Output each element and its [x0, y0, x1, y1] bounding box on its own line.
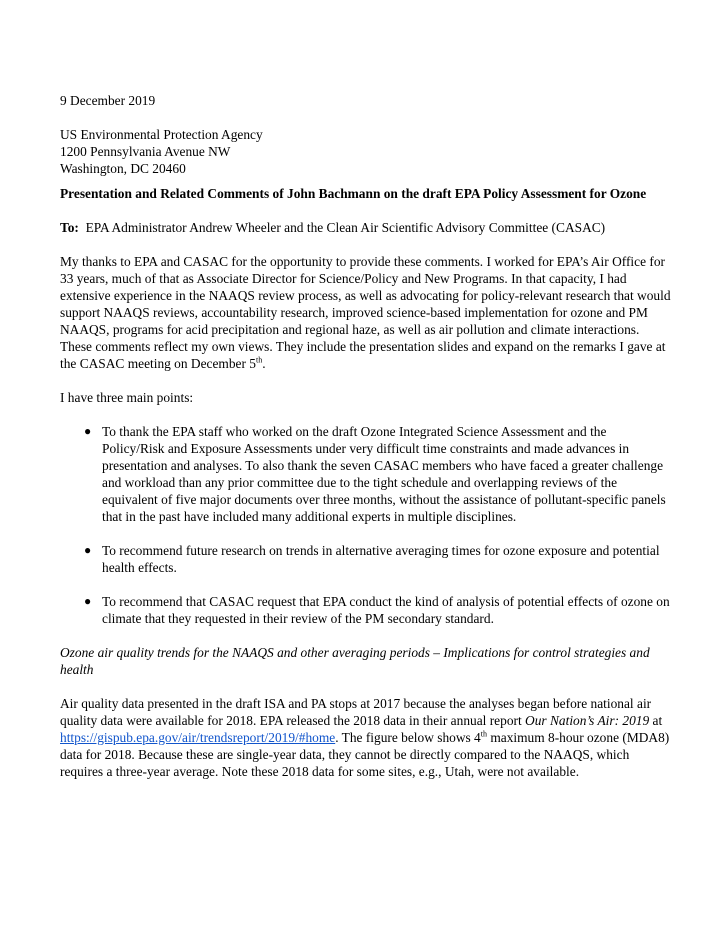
- to-recipients: EPA Administrator Andrew Wheeler and the Clean Air Scientific Advisory Committee (CASAC): [85, 220, 606, 235]
- section-heading: Ozone air quality trends for the NAAQS and other averaging periods – Implications for control strategies and health: [60, 645, 650, 677]
- letter-date: 9 December 2019: [60, 93, 156, 108]
- intro-end: .: [262, 356, 266, 371]
- address-line: 1200 Pennsylvania Avenue NW: [60, 144, 231, 159]
- trends-paragraph: [60, 695, 672, 780]
- to-label: To:: [60, 220, 79, 235]
- address-line: US Environmental Protection Agency: [60, 127, 263, 142]
- intro-text: My thanks to EPA and CASAC for the opportunity to provide these comments. I worked for EPA’s Air Office for 33 years, much of that as Associate Director for Science/Policy and New Programs. In that capacity, I had extensive experience in the NAAQS review process, as well as advocating for policy-relevant research that would support NAAQS reviews, accountability research, improved science-based implementation for ozone and PM NAAQS, programs for acid precipitation and regional haze, as well as air pollution and climate interactions. These comments reflect my own views. They include the presentation slides and expand on the remarks I gave at the CASAC meeting on December 5: [60, 254, 671, 371]
- bullet-icon: ●: [84, 543, 92, 557]
- trends-text: maximum 8-hour ozone (MDA8) data for 2018. Because these are single-year data, they cannot be directly compared to the NAAQS, which requires a three-year average. Note these 2018 data for some sites, e.g., Utah, were not available.: [60, 730, 670, 779]
- intro-superscript: th: [255, 355, 263, 365]
- recipient-address: [60, 126, 672, 177]
- to-line: [60, 219, 672, 236]
- bullet-text: To thank the EPA staff who worked on the draft Ozone Integrated Science Assessment and the Policy/Risk and Exposure Assessments under very difficult time constraints and made advances in presentation and analyses. To also thank the seven CASAC members who have faced a greater challenge and workload than any prior committee due to the tight schedule and overlapping reviews of the equivalent of five major documents over three months, without the assistance of pollutant-specific panels that in the past have included many additional experts in multiple disciplines.: [102, 424, 666, 524]
- trends-text: . The figure below shows 4: [335, 730, 481, 745]
- intro-paragraph: [60, 253, 672, 372]
- list-item: [60, 542, 672, 576]
- trends-superscript: th: [480, 729, 487, 739]
- trends-text: at: [649, 713, 663, 728]
- bullet-text: To recommend that CASAC request that EPA conduct the kind of analysis of potential effects of ozone on climate that they requested in their review of the PM secondary standard.: [102, 594, 670, 626]
- list-item: [60, 423, 672, 525]
- trends-text: Air quality data presented in the draft ISA and PA stops at 2017 because the analyses began before national air quality data were available for 2018. EPA released the 2018 data in their annual report: [60, 696, 652, 728]
- address-line: Washington, DC 20460: [60, 161, 186, 176]
- document-title: Presentation and Related Comments of John Bachmann on the draft EPA Policy Assessment for Ozone: [60, 186, 647, 201]
- report-title: Our Nation’s Air: 2019: [525, 713, 650, 728]
- bullet-icon: ●: [84, 424, 92, 438]
- bullet-text: To recommend future research on trends in alternative averaging times for ozone exposure and potential health effects.: [102, 543, 660, 575]
- points-lead: I have three main points:: [60, 390, 194, 405]
- bullet-icon: ●: [84, 594, 92, 608]
- main-points-list: [60, 423, 672, 627]
- letter-body: [60, 92, 672, 780]
- trends-report-link[interactable]: https://gispub.epa.gov/air/trendsreport/2019/#home: [60, 730, 336, 745]
- list-item: [60, 593, 672, 627]
